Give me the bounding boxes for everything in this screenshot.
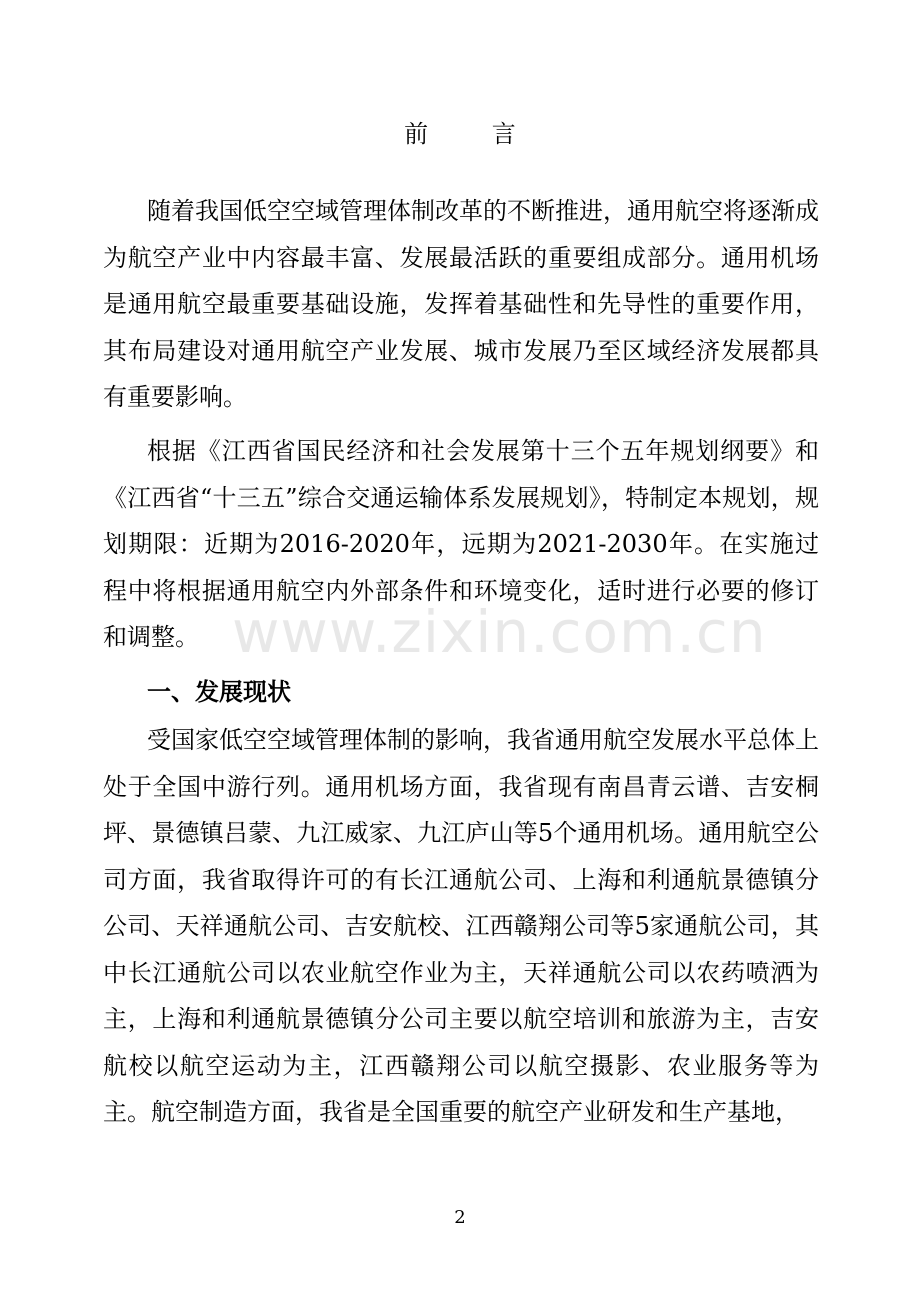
page-number: 2 (454, 1207, 466, 1228)
watermark: www.zixin.com.cn (232, 598, 767, 666)
section-heading: 一、发展现状 (147, 678, 291, 706)
paragraph-status: 受国家低空空域管理体制的影响，我省通用航空发展水平总体上处于全国中游行列。通用机场方面，我省现有南昌青云谱、吉安桐坪、景德镇吕蒙、九江威家、九江庐山等5个通用机场。通用航空公司方面，我省取得许可的有长江通航公司、上海和利通航景德镇分公司、天祥通航公司、吉安航校、江西赣翔公司等5家通航公司，其中长江通航公司以农业航空作业为主，天祥通航公司以农药喷洒为主，上海和利通航景德镇分公司主要以航空培训和旅游为主，吉安航校以航空运动为主，江西赣翔公司以航空摄影、农业服务等为主。航空制造方面，我省是全国重要的航空产业研发和生产基地， (103, 726, 819, 1126)
page-title: 前 言 (404, 120, 544, 148)
paragraph-intro: 随着我国低空空域管理体制改革的不断推进，通用航空将逐渐成为航空产业中内容最丰富、发展最活跃的重要组成部分。通用机场是通用航空最重要基础设施，发挥着基础性和先导性的重要作用，其布局建设对通用航空产业发展、城市发展乃至区域经济发展都具有重要影响。 (103, 197, 819, 411)
paragraph-basis: 根据《江西省国民经济和社会发展第十三个五年规划纲要》和《江西省“十三五”综合交通运输体系发展规划》，特制定本规划，规划期限：近期为2016-2020年，远期为2021-2030年。在实施过程中将根据通用航空内外部条件和环境变化，适时进行必要的修订和调整。 (103, 437, 819, 651)
